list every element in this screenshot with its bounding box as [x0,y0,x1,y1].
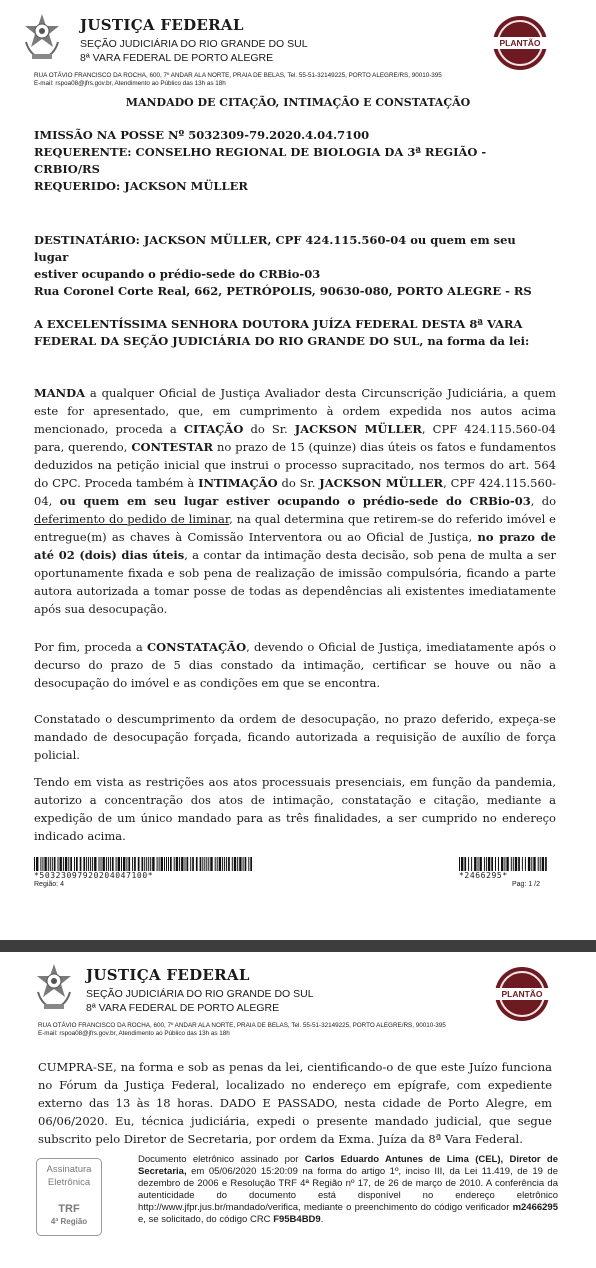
judge-line-1: A EXCELENTÍSSIMA SENHORA DOUTORA JUÍZA FEDERAL DESTA 8ª VARA [34,317,523,331]
descumprimento-paragraph: Constatado o descumprimento da ordem de desocupação, no prazo deferido, expeça-se mandado de desocupação forçada, ficando autorizada a requisição de auxílio de força policial. [34,712,556,762]
destinatario-line-2: estiver ocupando o prédio-sede do CRBio-03 [34,267,321,281]
court-email: E-mail: rspoa08@jfrs.gov.br, Atendimento ao Público das 13h as 18h [34,80,226,87]
constatacao-paragraph: Por fim, proceda a CONSTATAÇÃO, devendo o Oficial de Justiça, imediatamente após o decurso do prazo de 5 dias constado da intimação, certificar se houve ou não a desocupação do imóvel e as condições em que se encontra. [34,640,556,690]
judge-block [34,316,554,350]
vara-name: 8ª VARA FEDERAL DE PORTO ALEGRE [86,1002,280,1014]
court-email: E-mail: rspoa08@jfrs.gov.br, Atendimento ao Público das 13h as 18h [38,1030,230,1037]
process-number: IMISSÃO NA POSSE Nº 5032309-79.2020.4.04.7100 [34,128,370,142]
defendant-name: JACKSON MÜLLER [319,476,444,490]
citacao-keyword: CITAÇÃO [183,422,244,436]
barcode-right-text: *2466295* [459,871,508,880]
manda-keyword: MANDA [34,386,86,400]
barcode-right [459,856,547,870]
barcode-left-text: *50323097920204047100* [34,871,154,880]
plantao-stamp [493,16,547,70]
page-number: Pag: 1 /2 [512,881,541,888]
crc-code: F95B4BD9 [273,1214,321,1225]
judge-line-2: FEDERAL DA SEÇÃO JUDICIÁRIA DO RIO GRANDE DO SUL, na forma da lei: [34,334,530,348]
barcode-left [34,856,252,870]
case-header [34,127,554,195]
verification-code: m2466295 [512,1202,558,1213]
requerido-line: REQUERIDO: JACKSON MÜLLER [34,179,248,193]
deadline-clause: no prazo de até 02 (dois) dias úteis [34,530,556,562]
liminar-reference: deferimento do pedido de liminar [34,512,230,526]
document-page-2 [0,952,596,1268]
plantao-stamp [495,967,549,1021]
destinatario-address: Rua Coronel Corte Real, 662, PETRÓPOLIS, 90630-080, PORTO ALEGRE - RS [34,284,532,298]
document-title: MANDADO DE CITAÇÃO, INTIMAÇÃO E CONSTATAÇÃO [125,96,471,109]
electronic-signature-seal: Assinatura Eletrônica TRF 4ª Região [36,1158,102,1236]
signature-notice: Documento eletrônico assinado por Carlos Eduardo Antunes de Lima (CEL), Diretor de Secretaria, em 05/06/2020 15:20:09 na forma do artigo 1º, inciso III, da Lei 11.419, de 19 de dezembro de 2006 e Resolução TRF 4ª Região nº 17, de 26 de março de 2010. A conferência da autenticidade do documento está disponível no endereço eletrônico http://www.jfpr.jus.br/mandado/verifica, mediante o preenchimento do código verificador m2466295 e, se solicitado, do código CRC F95B4BD9. [138,1154,558,1225]
defendant-name: JACKSON MÜLLER [294,422,422,436]
court-name: JUSTIÇA FEDERAL [86,966,250,984]
destinatario-block [34,232,554,300]
manda-paragraph: MANDA a qualquer Oficial de Justiça Avaliador desta Circunscrição Judiciária, a quem este for apresentado, que, em cumprimento à ordem expedida nos autos acima mencionado, proceda a CITAÇÃO do Sr. JACKSON MÜLLER, CPF 424.115.560-04 para, querendo, CONTESTAR no prazo de 15 (quinze) dias úteis os fatos e fundamentos deduzidos na petição inicial que instrui o processo supracitado, nos termos do art. 564 do CPC. Proceda também à INTIMAÇÃO do Sr. JACKSON MÜLLER, CPF 424.115.560-04, ou quem em seu lugar estiver ocupando o prédio-sede do CRBio-03, do deferimento do pedido de liminar, na qual determina que retirem-se do referido imóvel e entregue(m) as chaves à Comissão Interventora ou ao Oficial de Justiça, no prazo de até 02 (dois) dias úteis, a contar da intimação desta decisão, sob pena de multa a ser oportunamente fixada e sob pena de realização de imissão compulsória, ficando a parte autora autorizada a tomar posse de todas as dependências ali existentes imediatamente após sua desocupação. [34,386,557,616]
vara-name: 8ª VARA FEDERAL DE PORTO ALEGRE [80,52,274,64]
section-name: SEÇÃO JUDICIÁRIA DO RIO GRANDE DO SUL [80,38,308,50]
requerente-line-2: CRBIO/RS [34,162,100,176]
requerente-line-1: REQUERENTE: CONSELHO REGIONAL DE BIOLOGIA DA 3ª REGIÃO - [34,145,487,159]
signer-name: Carlos Eduardo Antunes de Lima (CEL), Diretor de Secretaria, [138,1154,558,1177]
section-name: SEÇÃO JUDICIÁRIA DO RIO GRANDE DO SUL [86,988,314,1000]
court-name: JUSTIÇA FEDERAL [80,16,244,34]
constatacao-keyword: CONSTATAÇÃO [146,640,247,654]
brazil-coat-of-arms-icon [20,12,64,62]
destinatario-line-1: DESTINATÁRIO: JACKSON MÜLLER, CPF 424.115.560-04 ou quem em seu lugar [34,233,516,264]
cumpra-paragraph: CUMPRA-SE, na forma e sob as penas da lei, cientificando-o de que este Juízo funciona no Fórum da Justiça Federal, localizado no endereço em epígrafe, com expediente externo das 13 às 18 horas. DADO E PASSADO, nesta cidade de Porto Alegre, em 06/06/2020. Eu, técnica judiciária, expedi o presente mandado judicial, que segue subscrito pelo Diretor de Secretaria, por ordem da Exma. Juíza da 8ª Vara Federal. [38,1060,552,1146]
pandemia-paragraph: Tendo em vista as restrições aos atos processuais presenciais, em função da pandemia, autorizo a concentração dos atos de intimação, constatação e citação, mediante a expedição de um único mandado para as três finalidades, a ser cumprido no endereço indicado acima. [34,775,556,843]
plantao-stamp-label: PLANTÃO [495,988,549,1000]
occupant-clause: ou quem em seu lugar estiver ocupando o prédio-sede do CRBio-03 [59,494,531,508]
court-address: RUA OTÁVIO FRANCISCO DA ROCHA, 600, 7º ANDAR ALA NORTE, PRAIA DE BELAS, Tel. 55-51-32149225, PORTO ALEGRE/RS, 90010-395 [38,1022,446,1029]
region-label: Região: 4 [34,881,64,888]
plantao-stamp-label: PLANTÃO [493,37,547,49]
court-address: RUA OTÁVIO FRANCISCO DA ROCHA, 600, 7º ANDAR ALA NORTE, PRAIA DE BELAS, Tel. 55-51-32149225, PORTO ALEGRE/RS, 90010-395 [34,72,442,79]
contestar-keyword: CONTESTAR [131,440,214,454]
intimacao-keyword: INTIMAÇÃO [198,476,278,490]
page-separator [0,940,596,952]
brazil-coat-of-arms-icon [32,962,76,1012]
